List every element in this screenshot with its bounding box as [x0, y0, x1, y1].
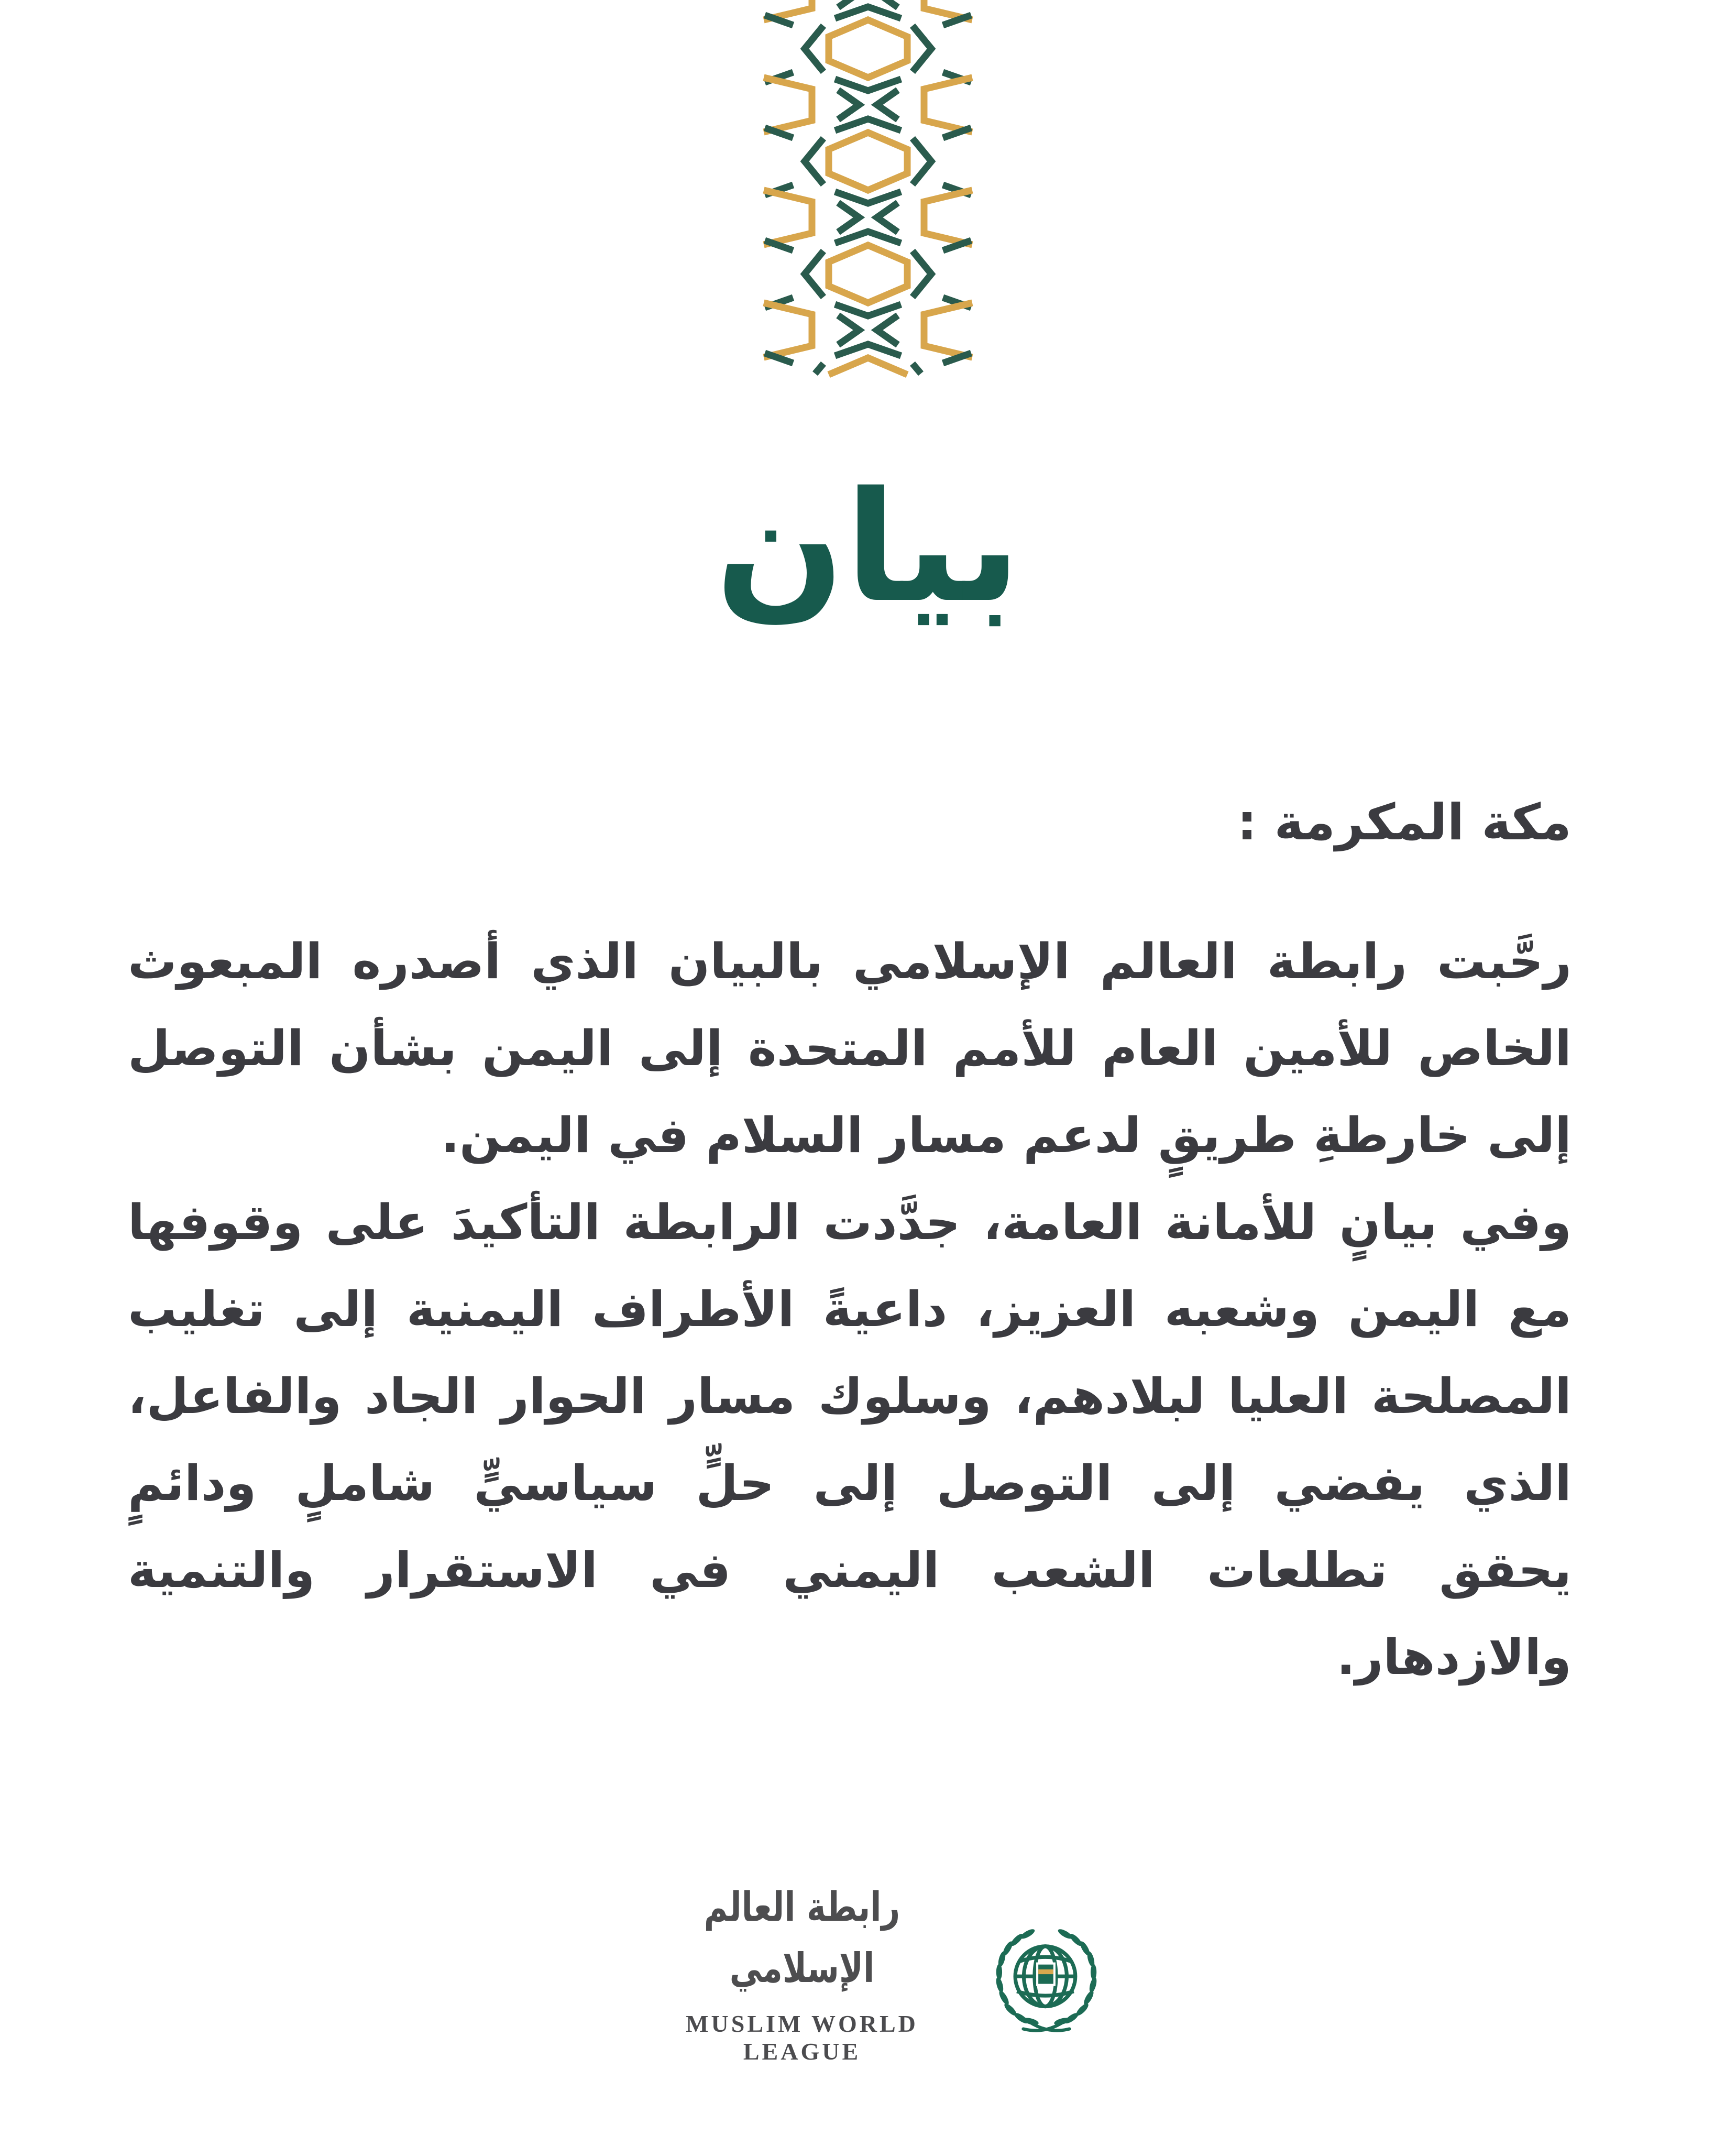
page-title: بيان [715, 459, 1021, 636]
statement-line: رحَّبت رابطة العالم الإسلامي بالبيان الذي أصدره المبعوث [128, 933, 1572, 990]
statement-line: الذي يفضي إلى التوصل إلى حلٍّ سياسيٍّ شاملٍ ودائمٍ [128, 1455, 1572, 1512]
dateline: مكة المكرمة : [1237, 794, 1572, 851]
mwl-wordmark: MUSLIM WORLD LEAGUE [686, 2010, 918, 2065]
statement-line: يحقق تطلعات الشعب اليمني في الاستقرار والتنمية [128, 1542, 1572, 1598]
geometric-pattern [761, 0, 975, 390]
statement-line: والازدهار. [1336, 1629, 1572, 1685]
statement-line: إلى خارطةِ طريقٍ لدعم مسار السلام في اليمن. [441, 1107, 1572, 1164]
globe-wreath-icon [990, 1927, 1103, 2040]
statement-line: المصلحة العليا لبلادهم، وسلوك مسار الحوار الجاد والفاعل، [128, 1368, 1572, 1425]
statement-line: الخاص للأمين العام للأمم المتحدة إلى اليمن بشأن التوصل [128, 1020, 1572, 1077]
statement-line: مع اليمن وشعبه العزيز، داعيةً الأطراف اليمنية إلى تغليب [128, 1281, 1572, 1338]
mwl-logo [626, 1883, 1103, 2065]
statement-body [128, 918, 1572, 1701]
statement-line: وفي بيانٍ للأمانة العامة، جدَّدت الرابطة التأكيدَ على وقوفها [128, 1194, 1572, 1251]
mwl-logo-text [626, 1883, 978, 2065]
mwl-calligraphy: رابطة العالم الإسلامي [704, 1883, 900, 1992]
